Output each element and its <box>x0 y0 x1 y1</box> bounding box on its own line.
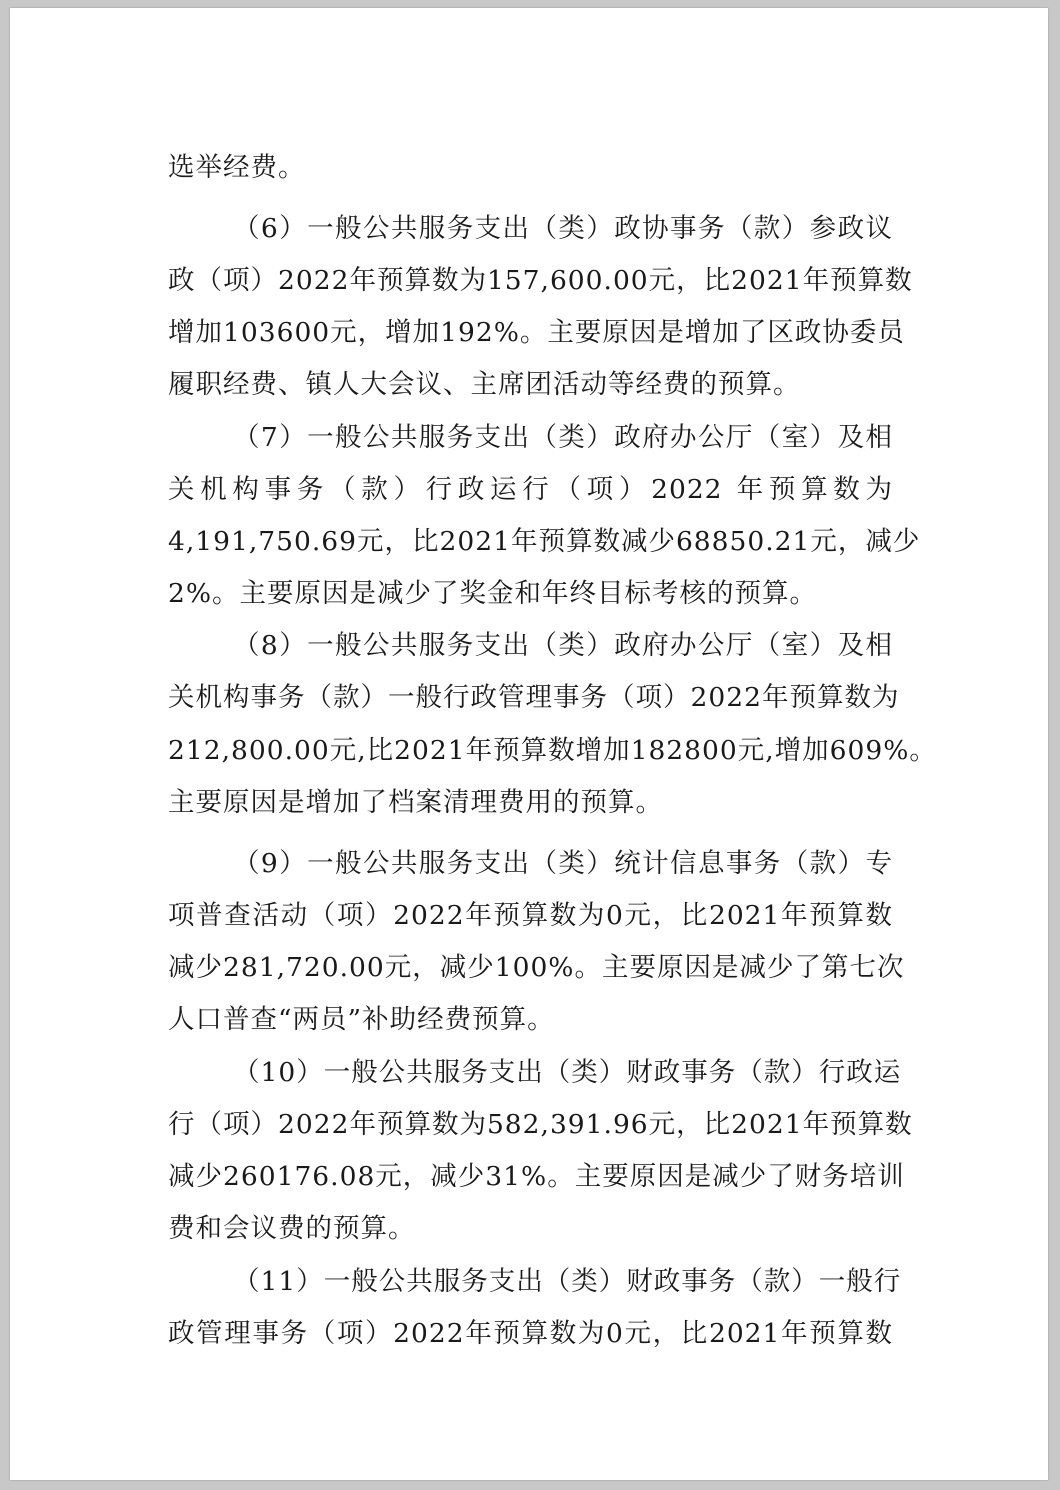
text-line-15: 项普查活动（项）2022年预算数为0元，比2021年预算数 <box>168 900 893 931</box>
text-line-8: 4,191,750.69元，比2021年预算数减少68850.21元，减少 <box>168 526 921 557</box>
text-line-20: 减少260176.08元，减少31%。主要原因是减少了财务培训 <box>168 1161 905 1192</box>
text-line-18: （10）一般公共服务支出（类）财政事务（款）行政运 <box>233 1057 902 1088</box>
text-line-11: 关机构事务（款）一般行政管理事务（项）2022年预算数为 <box>168 682 900 713</box>
text-line-9: 2%。主要原因是减少了奖金和年终目标考核的预算。 <box>168 578 818 609</box>
text-line-23: 政管理事务（项）2022年预算数为0元，比2021年预算数 <box>168 1318 893 1349</box>
text-line-13: 主要原因是增加了档案清理费用的预算。 <box>168 787 663 818</box>
text-line-3: 政（项）2022年预算数为157,600.00元，比2021年预算数 <box>168 265 913 296</box>
text-line-2: （6）一般公共服务支出（类）政协事务（款）参政议 <box>233 213 893 244</box>
text-line-7: 关机构事务（款）行政运行（项）2022 年预算数为 <box>168 474 893 505</box>
text-line-19: 行（项）2022年预算数为582,391.96元，比2021年预算数 <box>168 1109 913 1140</box>
text-line-1: 选举经费。 <box>168 152 306 183</box>
text-line-17: 人口普查“两员”补助经费预算。 <box>168 1004 555 1035</box>
text-line-16: 减少281,720.00元，减少100%。主要原因是减少了第七次 <box>168 952 905 983</box>
text-line-12: 212,800.00元,比2021年预算数增加182800元,增加609%。 <box>168 735 937 766</box>
text-line-4: 增加103600元，增加192%。主要原因是增加了区政协委员 <box>168 317 905 348</box>
text-line-6: （7）一般公共服务支出（类）政府办公厅（室）及相 <box>233 422 893 453</box>
document-page <box>10 8 1048 1480</box>
text-line-10: （8）一般公共服务支出（类）政府办公厅（室）及相 <box>233 630 893 661</box>
text-line-14: （9）一般公共服务支出（类）统计信息事务（款）专 <box>233 848 893 879</box>
text-line-21: 费和会议费的预算。 <box>168 1213 416 1244</box>
text-line-22: （11）一般公共服务支出（类）财政事务（款）一般行 <box>233 1266 902 1297</box>
text-line-5: 履职经费、镇人大会议、主席团活动等经费的预算。 <box>168 369 801 400</box>
